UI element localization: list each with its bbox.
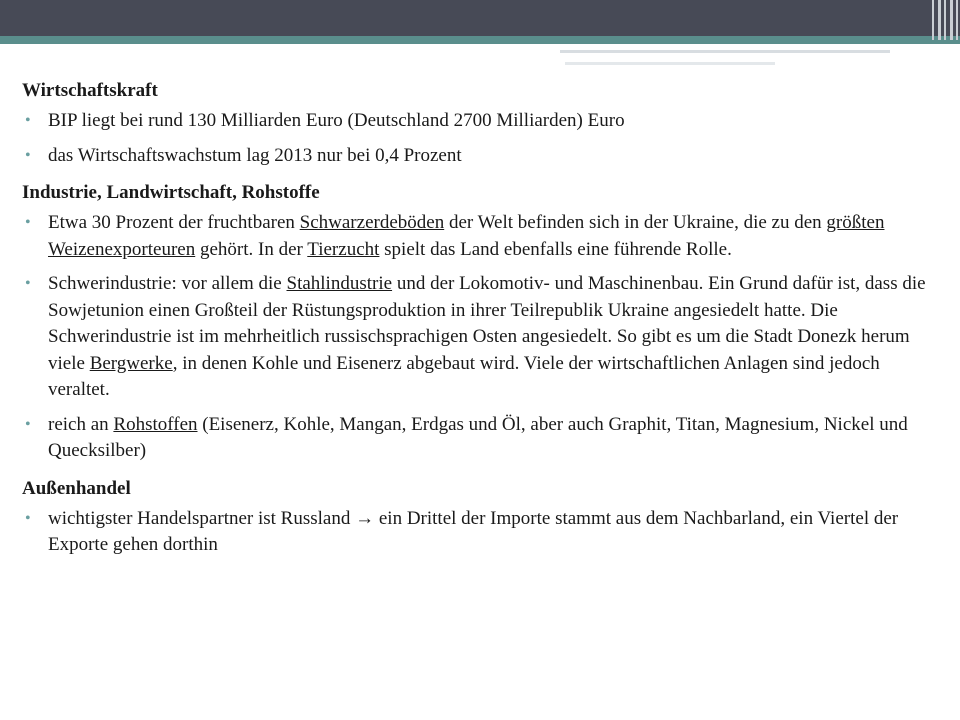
bullet-icon: • [25, 509, 31, 527]
decorative-stripe [932, 0, 934, 40]
link-tierzucht[interactable]: Tierzucht [307, 238, 380, 260]
bullet-icon: • [25, 214, 31, 231]
list-item: • reich an Rohstoffen (Eisenerz, Kohle, Mangan, Erdgas und Öl, aber auch Graphit, Titan, Magnesium, Nickel und Quecksilber) [25, 413, 908, 461]
list-item: • Etwa 30 Prozent der fruchtbaren Schwarzerdeböden der Welt befinden sich in der Ukraine, die zu den größten Weizenexporteuren gehört. In der Tierzucht spielt das Land ebenfalls eine führende Rolle. [25, 212, 885, 260]
list-item: • Schwerindustrie: vor allem die Stahlindustrie und der Lokomotiv- und Maschinenbau. Ein Grund dafür ist, dass die Sowjetunion einen Großteil der Rüstungsproduktion in ihrer Teilrepublik Ukraine angesiedelt hatte. Die Schwerindustrie ist im mehrheitlich russischsprachigen Osten angesiedelt. So gibt es um die Stadt Donezk herum viele Bergwerke, in denen Kohle und Eisenerz abgebaut wird. Viele der wirtschaftlichen Anlagen sind jedoch veraltet. [25, 273, 926, 400]
decorative-line [560, 50, 890, 53]
bullet-icon: • [25, 275, 31, 292]
bullet-list [22, 108, 942, 169]
link-schwarzerdeboeden[interactable]: Schwarzerdeböden [299, 212, 445, 233]
decorative-stripe [956, 0, 958, 40]
section-title: Wirtschaftskraft [22, 80, 158, 101]
section-wirtschaftskraft [22, 80, 942, 169]
section-industrie [22, 182, 942, 465]
list-item: • wichtigster Handelspartner ist Russland → ein Drittel der Importe stammt aus dem Nachbarland, ein Viertel der Exporte gehen dorthin [25, 507, 899, 555]
link-weizenexporteure[interactable]: größten Weizenexporteuren [48, 212, 885, 260]
decorative-stripe [950, 0, 953, 40]
section-title: Industrie, Landwirtschaft, Rohstoffe [22, 182, 320, 203]
bullet-list [22, 210, 942, 465]
slide-content [22, 80, 942, 567]
bullet-list [22, 506, 942, 559]
bullet-icon: • [25, 112, 31, 129]
bullet-icon: • [25, 415, 31, 433]
slide-accent-band [0, 36, 960, 44]
link-bergwerke[interactable]: Bergwerke [89, 352, 173, 374]
link-stahlindustrie[interactable]: Stahlindustrie [286, 273, 393, 294]
list-item: • BIP liegt bei rund 130 Milliarden Euro (Deutschland 2700 Milliarden) Euro [22, 108, 942, 135]
decorative-line [565, 62, 775, 65]
list-item: • das Wirtschaftswachstum lag 2013 nur bei 0,4 Prozent [22, 143, 942, 170]
slide-top-bar [0, 0, 960, 36]
decorative-stripe [944, 0, 946, 40]
link-rohstoffe[interactable]: Rohstoffen [113, 413, 198, 435]
section-title: Außenhandel [22, 477, 131, 499]
section-aussenhandel [22, 478, 942, 559]
bullet-icon: • [25, 146, 31, 164]
decorative-stripe [938, 0, 941, 40]
